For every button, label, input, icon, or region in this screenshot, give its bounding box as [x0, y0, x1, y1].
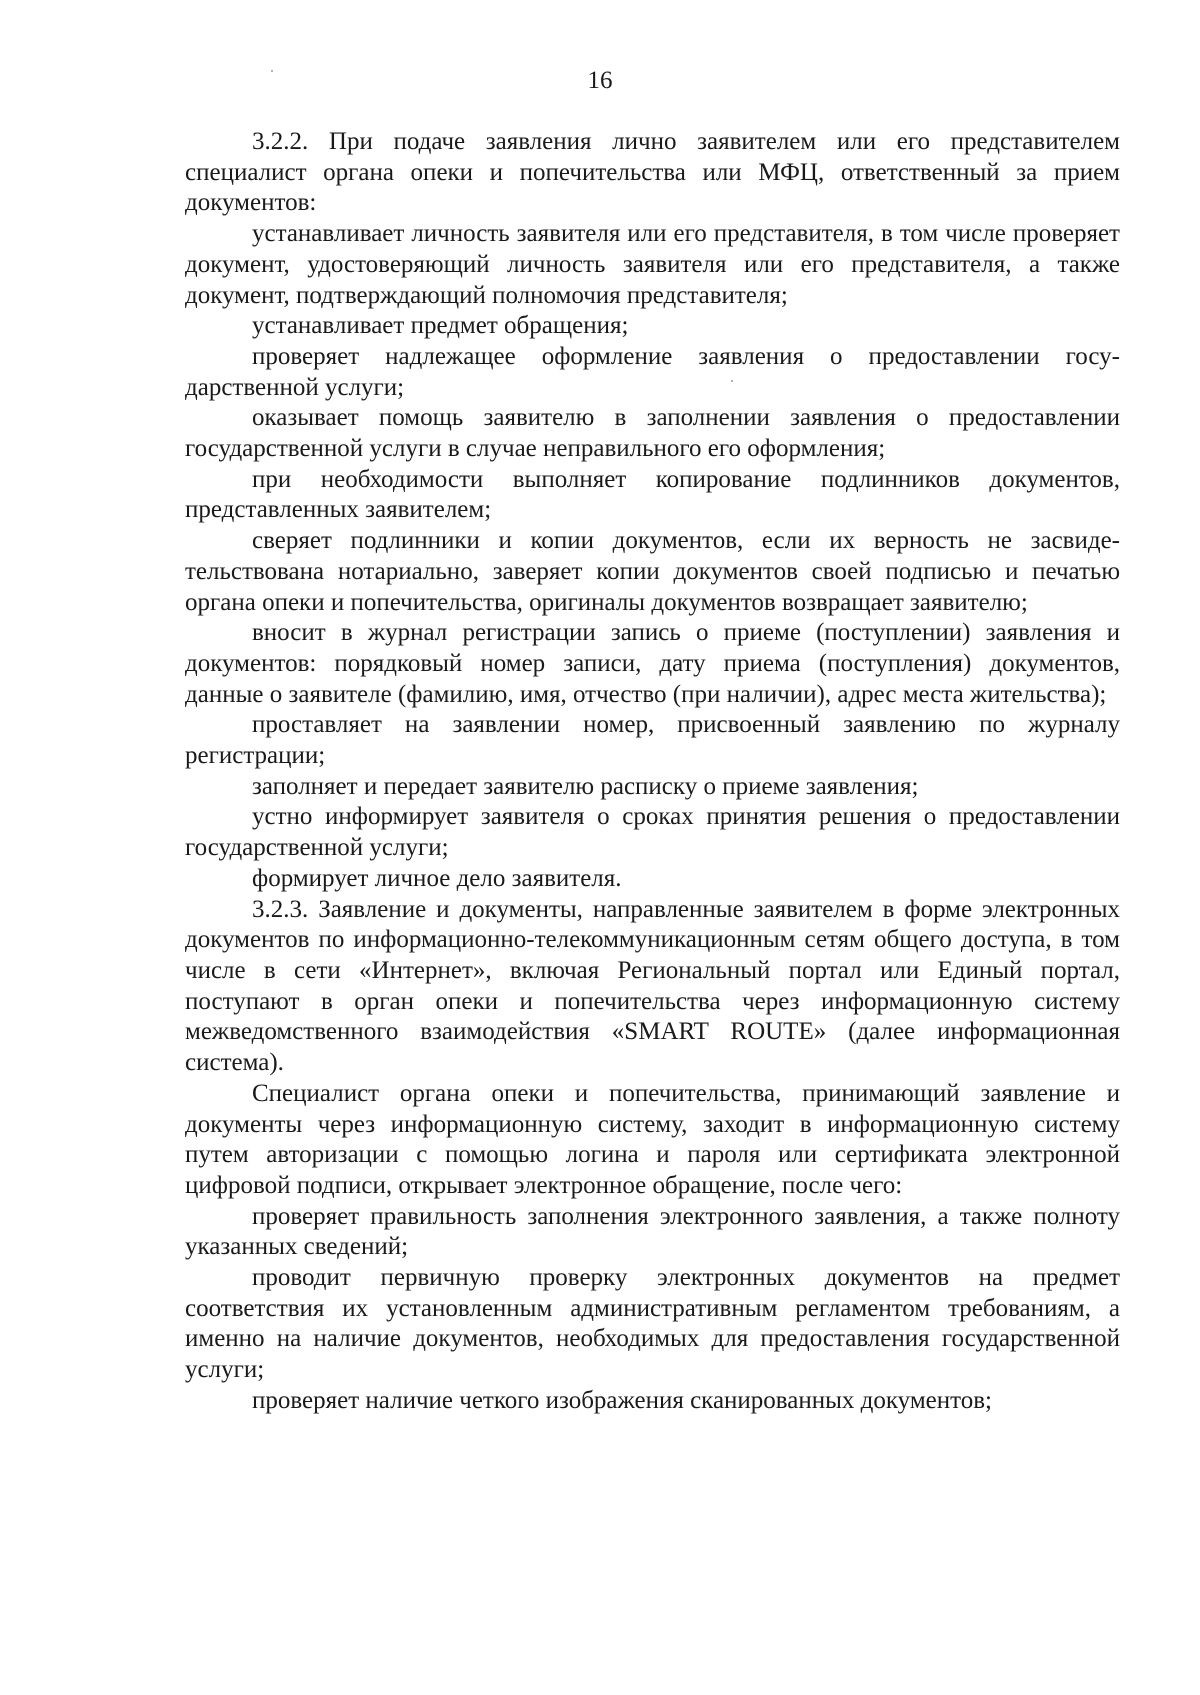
- paragraph-informing: устно информирует заявителя о сроках принятия решения о предоставлении государственной услуги;: [185, 803, 1120, 862]
- scan-speck: [731, 380, 733, 382]
- paragraph-identity-check: устанавливает личность заявителя или его представителя, в том числе проверяет документ, удостоверяющий личность заявителя или его представителя, а также документ, подтверждающий полномочия представителя;: [185, 220, 1120, 309]
- paragraph-correctness-check: проверяет правильность заполнения электронного заявления, а также полноту указанных сведений;: [185, 1202, 1120, 1261]
- paragraph-journal-entry: вносит в журнал регистрации запись о приеме (поступлении) заявления и документов: порядковый номер записи, дату приема (поступления) документов, данные о заявителе (фамилию, имя, отчество (при наличии), адрес места жительства);: [185, 619, 1120, 708]
- document-body: [185, 127, 1120, 1417]
- paragraph-subject: устанавливает предмет обращения;: [252, 312, 629, 340]
- page-number: 16: [587, 67, 613, 94]
- paragraph-copying: при необходимости выполняет копирование подлинников документов, представленных заявителем;: [185, 465, 1120, 524]
- paragraph-primary-check: проводит первичную проверку электронных документов на предмет соответствия их установленным административным регламентом требованиям, а именно на наличие документов, необходимых для предоставления государственной услуги;: [185, 1264, 1120, 1384]
- paragraph-numbering: проставляет на заявлении номер, присвоенный заявлению по журналу регистрации;: [185, 711, 1120, 770]
- paragraph-receipt: заполняет и передает заявителю расписку о приеме заявления;: [252, 772, 919, 800]
- paragraph-assistance: оказывает помощь заявителю в заполнении заявления о предоставлении государственной услуги в случае неправильного его оформления;: [185, 404, 1120, 463]
- paragraph-form-check: проверяет надлежащее оформление заявления о предоставлении государственной услуги;: [185, 342, 1120, 401]
- paragraph-3-2-3: 3.2.3. Заявление и документы, направленные заявителем в форме электронных документов по информационно-телекоммуникационным сетям общего доступа, в том числе в сети «Интернет», включая Региональный портал или Единый портал, поступают в орган опеки и попечительства через информационную систему межведомственного взаимодействия «SMART ROUTE» (далее информационная система).: [185, 895, 1120, 1077]
- paragraph-image-check: проверяет наличие четкого изображения сканированных документов;: [252, 1386, 992, 1414]
- paragraph-personal-file: формирует личное дело заявителя.: [252, 864, 622, 892]
- scan-speck: [271, 70, 273, 72]
- paragraph-specialist: Специалист органа опеки и попечительства, принимающий заявление и документы через информационную систему, заходит в информационную систему путем авторизации с помощью логина и пароля или сертификата электронной цифровой подписи, открывает электронное обращение, после чего:: [185, 1079, 1120, 1199]
- paragraph-3-2-2: 3.2.2. При подаче заявления лично заявителем или его представителем специалист органа опеки и попечительства или МФЦ, ответственный за прием документов:: [185, 128, 1120, 217]
- paragraph-verification: сверяет подлинники и копии документов, если их верность не засвидетельствована нотариально, заверяет копии документов своей подписью и печатью органа опеки и попечительства, оригиналы документов возвращает заявителю;: [185, 527, 1120, 616]
